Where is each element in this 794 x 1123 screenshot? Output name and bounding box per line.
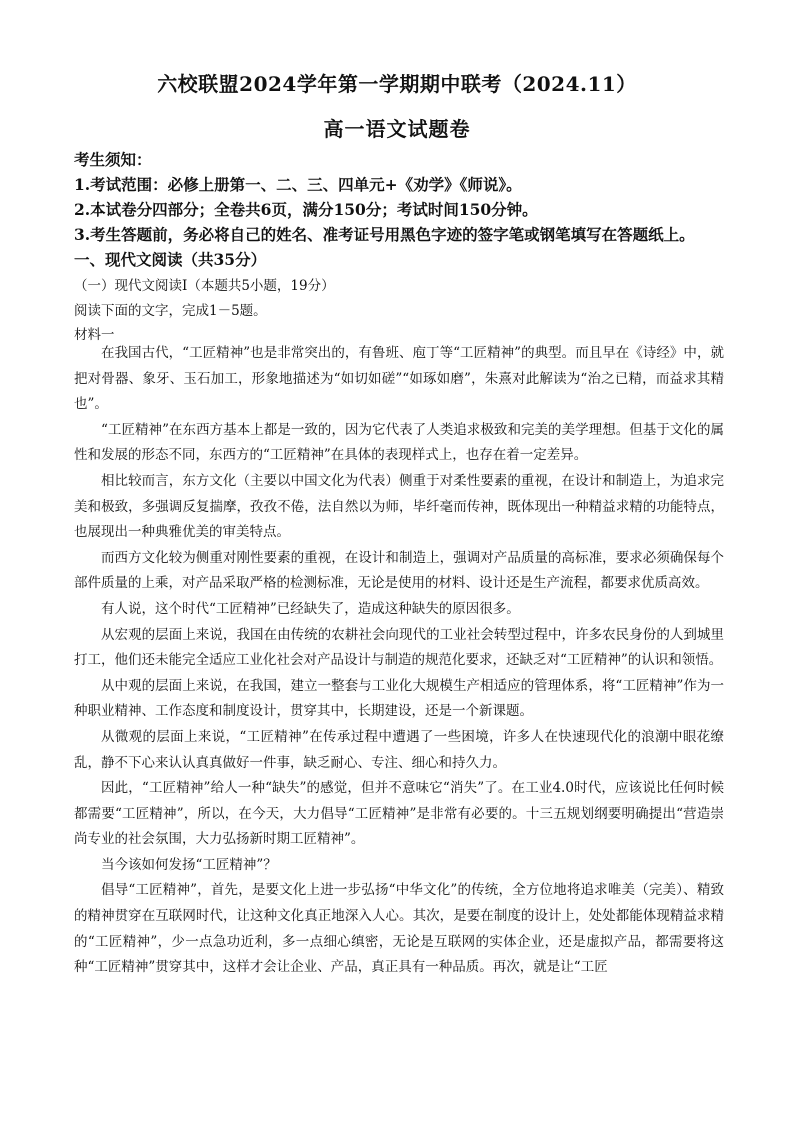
passage-paragraph: 而西方文化较为侧重对刚性要素的重视，在设计和制造上，强调对产品质量的高标准，要求必须确保每个部件质量的上乘，对产品采取严格的检测标准，无论是使用的材料、设计还是生产流程，都要求优质高效。 (74, 549, 724, 592)
passage-paragraph: 当今该如何发扬“工匠精神”？ (101, 856, 277, 873)
passage-paragraph: 有人说，这个时代“工匠精神”已经缺失了，造成这种缺失的原因很多。 (101, 600, 520, 617)
reading-instruction: 阅读下面的文字，完成1－5题。 (74, 303, 267, 319)
material-label: 材料一 (74, 327, 115, 343)
section-subheading: （一）现代文阅读Ⅰ（本题共5小题，19分） (74, 278, 335, 294)
passage-paragraph: 相比较而言，东方文化（主要以中国文化为代表）侧重于对柔性要素的重视，在设计和制造上，为追求完美和极致，多强调反复揣摩，孜孜不倦，法自然以为师，毕纤毫而传神，既体现出一种精益求精的功能特点，也展现出一种典雅优美的审美特点。 (74, 472, 724, 541)
notice-heading: 考生须知： (74, 150, 152, 169)
notice-item: 2.本试卷分四部分；全卷共6页，满分150分；考试时间150分钟。 (74, 200, 538, 219)
passage-paragraph: “工匠精神”在东西方基本上都是一致的，因为它代表了人类追求极致和完美的美学理想。但基于文化的属性和发展的形态不同，东西方的“工匠精神”在具体的表现样式上，也存在着一定差异。 (74, 421, 724, 464)
section-heading: 一、现代文阅读（共35分） (74, 250, 267, 269)
passage-paragraph: 在我国古代，“工匠精神”也是非常突出的，有鲁班、庖丁等“工匠精神”的典型。而且早在《诗经》中，就把对骨器、象牙、玉石加工，形象地描述为“如切如磋”“如琢如磨”，朱熹对此解读为“治之已精，而益求其精也”。 (74, 345, 724, 413)
passage-paragraph: 倡导“工匠精神”，首先，是要文化上进一步弘扬“中华文化”的传统，全方位地将追求唯美（完美）、精致的精神贯穿在互联网时代，让这种文化真正地深入人心。其次，是要在制度的设计上，处处都能体现精益求精的“工匠精神”，少一点急功近利，多一点细心缜密，无论是互联网的实体企业，还是虚拟产品，都需要将这种“工匠精神”贯穿其中，这样才会让企业、产品，真正具有一种品质。再次，就是让“工匠 (74, 882, 724, 976)
reading-passage (74, 341, 724, 981)
passage-paragraph: 从宏观的层面上来说，我国在由传统的农耕社会向现代的工业社会转型过程中，许多农民身份的人到城里打工，他们还未能完全适应工业化社会对产品设计与制造的规范化要求，还缺乏对“工匠精神”的认识和领悟。 (74, 626, 724, 669)
notice-item: 1.考试范围：必修上册第一、二、三、四单元+《劝学》《师说》。 (74, 175, 522, 194)
passage-paragraph: 因此，“工匠精神”给人一种“缺失”的感觉，但并不意味它“消失”了。在工业4.0时代，应该说比任何时候都需要“工匠精神”，所以，在今天，大力倡导“工匠精神”是非常有必要的。十三五规划纲要明确提出“营造崇尚专业的社会氛围，大力弘扬新时期工匠精神”。 (74, 780, 724, 848)
exam-title: 六校联盟2024学年第一学期期中联考（2024.11） (157, 72, 637, 96)
passage-paragraph: 从微观的层面上来说，“工匠精神”在传承过程中遭遇了一些困境，许多人在快速现代化的浪潮中眼花缭乱，静不下心来认认真真做好一件事，缺乏耐心、专注、细心和持久力。 (74, 728, 724, 771)
exam-subtitle: 高一语文试题卷 (323, 117, 471, 141)
notice-item: 3.考生答题前，务必将自己的姓名、准考证号用黑色字迹的签字笔或钢笔填写在答题纸上。 (74, 225, 695, 244)
passage-paragraph: 从中观的层面上来说，在我国，建立一整套与工业化大规模生产相适应的管理体系，将“工匠精神”作为一种职业精神、工作态度和制度设计，贯穿其中，长期建设，还是一个新课题。 (74, 677, 724, 720)
